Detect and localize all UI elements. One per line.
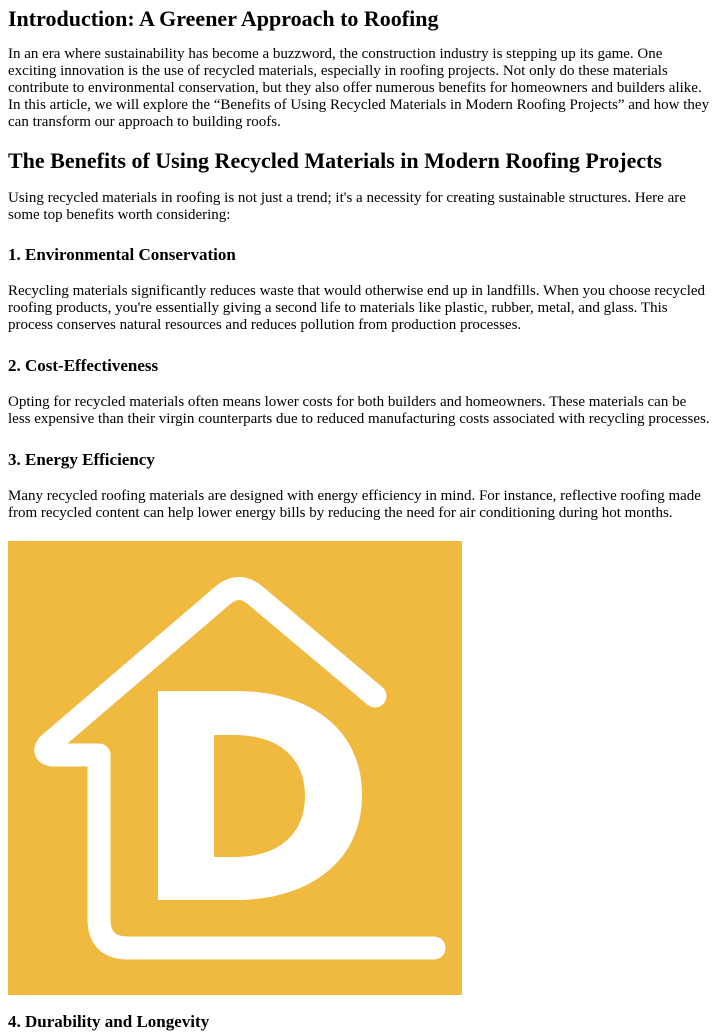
- section-text-cost: Opting for recycled materials often means lower costs for both builders and homeowners. These materials can be less expensive than their virgin counterparts due to reduced manufacturing costs associated with recycling processes.: [8, 394, 710, 427]
- section-heading-energy: 3. Energy Efficiency: [8, 450, 155, 469]
- section-text-environmental: Recycling materials significantly reduces waste that would otherwise end up in landfills. When you choose recycled roofing products, you're essentially giving a second life to materials like plastic, rubber, metal, and glass. This process conserves natural resources and reduces pollution from production processes.: [8, 283, 706, 333]
- intro-paragraph: In an era where sustainability has become a buzzword, the construction industry is stepping up its game. One exciting innovation is the use of recycled materials, especially in roofing projects. Not only do these materials contribute to environmental conservation, but they also offer numerous benefits for homeowners and builders alike. In this article, we will explore the “Benefits of Using Recycled Materials in Modern Roofing Projects” and how they can transform our approach to building roofs.: [8, 46, 710, 130]
- house-d-logo-image: [8, 541, 462, 995]
- section-heading-cost: 2. Cost-Effectiveness: [8, 356, 159, 375]
- section-text-energy: Many recycled roofing materials are designed with energy efficiency in mind. For instance, reflective roofing made from recycled content can help lower energy bills by reducing the need for air conditioning during hot months.: [8, 488, 701, 521]
- intro-heading: Introduction: A Greener Approach to Roofing: [8, 6, 439, 31]
- benefits-heading: The Benefits of Using Recycled Materials in Modern Roofing Projects: [8, 148, 662, 173]
- house-d-logo-icon: [8, 541, 462, 995]
- benefits-intro: Using recycled materials in roofing is not just a trend; it's a necessity for creating sustainable structures. Here are some top benefits worth considering:: [8, 190, 686, 223]
- section-heading-environmental: 1. Environmental Conservation: [8, 245, 236, 264]
- logo-background: [8, 541, 462, 995]
- section-heading-durability: 4. Durability and Longevity: [8, 1012, 210, 1031]
- article: [0, 4, 720, 1033]
